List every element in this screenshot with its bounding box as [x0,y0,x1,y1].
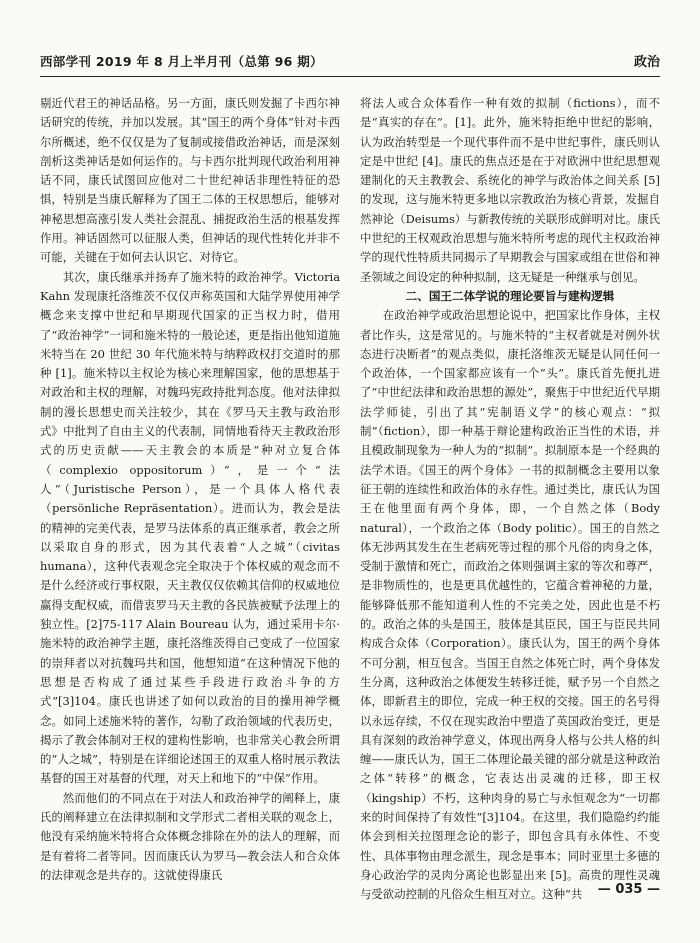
left-paragraph-2: 其次，康氏继承并扬弃了施米特的政治神学。Victoria Kahn 发现康托洛维茨不仅仅声称英国和大陆学界使用神学概念来支撑中世纪和早期现代国家的正当权力时，借用了“政治神学”一词和施米特的一般论述，更是指出他知道施米特当在 20 世纪 30 年代施米特与纳粹政权打交道时的那种 [1]。施米特以主权论为核心来理解国家，他的思想基于对政治和主权的理解，对魏玛宪政持批判态度。他对法律拟制的漫长思想史而关注较少，其在《罗马天主教与政治形式》中批判了自由主义的代表制，同情地看待天主教政治形式的历史贡献——天主教会的本质是“种对立复合体（complexio oppositorum）”，是一个“法人”（Juristische Person），是一个具体人格代表（persönliche Repräsentation）。进而认为，教会是法的精神的完美代表，是罗马法体系的真正继承者，教会之所以采取自身的形式，因为其代表着“人之城”（civitas humana），这种代表观念完全取决于个体权威的观念而不是什么经济或行事权限，天主教仅仅依赖其信仰的权威地位赢得支配权威，而借衷罗马天主教的各民族被赋予法理上的独立性。[2]75-117 Alain Boureau 认为，通过采用卡尔·施米特的政治神学主题，康托洛维茨得自己变成了一位国家的崇拜者以对抗魏玛共和国，他想知道“在这种情况下他的思想是否构成了通过某些手段进行政治斗争的方式”[3]104。康氏也讲述了如何以政治的目的操用神学概念。如同上述施米特的著作，勾勒了政治领域的代表历史，揭示了教会体制对王权的建构性影响，也非常关心教会所谓的“人之城”，特别是在详细论述国王的双重人格时展示教法基督的国王对基督的代理，对天上和地下的“中保”作用。 [40,269,340,786]
right-paragraph-2: 在政治神学或政治思想论说中，把国家比作身体，主权者比作头，这是常见的。与施米特的“主权者就是对例外状态进行决断者”的观点类似，康托洛维茨无疑是认同任何一个政治体，一个国家都应该有一个“头”。康氏首先便扎进了“中世纪法律和政治思想的源处”，聚焦于中世纪近代早期法学师徒，引出了其“宪制语义学”的核心观点：“拟制”（fiction），即一种基于辩论建构政治正当性的术语，并且模政制现象为一种人为的“拟制”。拟制原本是一个经典的法学术语。《国王的两个身体》一书的拟制概念主要用以象征王朝的连续性和政治体的永存性。通过类比，康氏认为国王在他里面有两个身体，即，一个自然之体（Body natural），一个政治之体（Body politic）。国王的自然之体无涉两其发生在生老病死等过程的那个凡俗的肉身之体，受制于激情和死亡，而政治之体则强调主家的等次和尊严，是非物质性的，也是更具优越性的，它蕴含着神秘的力量，能够降低那不能知道利人性的不完美之处，因此也是不朽的。政治之体的头是国王，肢体是其臣民，国王与臣民共同构成合众体（Corporation）。康氏认为，国王的两个身体不可分割，相互包含。当国王自然之体死亡时，两个身体发生分离，这种政治之体便发生转移迁徙，赋予另一个自然之体，即新君主的即位，完成一种王权的交接。国王的名号得以永远存续，不仅在现实政治中塑造了英国政治变迁，更是具有深刻的政治神学意义，体现出两身人格与公共人格的纠缠——康氏认为，国王二体理论最关键的部分就是这种政治之体“转移”的概念，它表达出灵魂的迁移，即王权（kingship）不朽，这种肉身的易亡与永恒观念为“一切都来的时间保持了有效性”[3]104。在这里，我们隐隐约约能体会到相关拉图理念论的影子，即包含具有永体性、不变性、具体事物由理念派生，现念是事本；同时亚里士多德的身心政治学的灵肉分离论也影显出来 [5]。高贵的理性灵魂与受欲动控制的凡俗众生相互对立。这种“共 [360,308,660,902]
journal-title: 西部学刊 2019 年 8 月上半月刊（总第 96 期） [40,54,323,69]
right-paragraph-1: 将法人或合众体看作一种有效的拟制（fictions），而不是“真实的存在”。[1]。此外，施米特拒绝中世纪的影响，认为政治转型是一个现代事件而不是中世纪事件，康氏则认定是中世纪 [4]。康氏的焦点还是在于对欧洲中世纪思想观建制化的天主教教会、系统化的神学与政治体之间关系 [5] 的发现，这与施米特更多地以宗教政治为核心背景，发掘自然神论（Deisums）与新教传统的关联形成鲜明对比。康氏中世纪的王权观政治思想与施米特所考虑的现代主权政治神学的现代性特质共同揭示了早期教会与国家或组在世俗和神圣领域之间设定的种种拟制，这无疑是一种继承与创见。 [360,96,660,284]
page-number: — 035 — [597,882,660,897]
section-label: 政治 [633,55,660,70]
left-paragraph-1: 剔近代君王的神话品格。另一方面，康氏则发掘了卡西尔神话研究的传统，并加以发展。其“国王的两个身体”针对卡西尔所概述，绝不仅仅是为了复制或接借政治神话，而是深刻剖析这类神话是如何运作的。与卡西尔批判现代政治利用神话不同，康氏试图回应他对二十世纪神话非理性特征的恐惧，特别是当康氏解释为了国王二体的王权思想后，能够对神秘思想高涨引发人类社会混乱、捕捉政治生活的根基发挥作用。神话固然可以征服人类，但神话的现代性转化并非不可能，关键在于如何去认识它、对待它。 [40,96,340,265]
left-paragraph-3: 然而他们的不同点在于对法人和政治神学的阐释上，康氏的阐释建立在法律拟制和文学形式二者相关联的观念上，他没有采纳施米特将合众体概念排除在外的法人的理解，而是有着将二者等同。因而康氏认为罗马—教会法人和合众体的法律观念是共存的。这就使得康氏 [40,790,340,882]
section-heading: 二、国王二体学说的理论要旨与建构逻辑 [405,288,615,303]
running-header [40,52,660,74]
left-column [40,94,340,882]
header-rule [40,76,660,77]
